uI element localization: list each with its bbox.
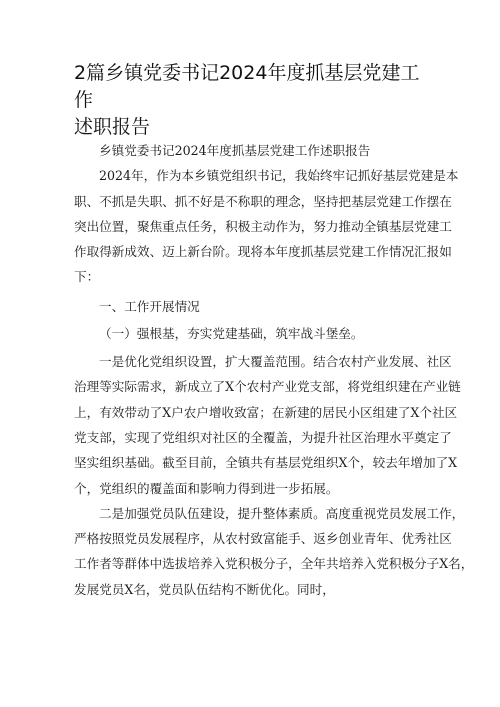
subsection-heading: （一）强根基，夯实党建基础，筑牢战斗堡垒。 xyxy=(99,326,364,342)
paragraph-line: 发展党员X名，党员队伍结构不断优化。同时， xyxy=(74,581,335,597)
section-heading: 一、工作开展情况 xyxy=(99,298,200,314)
intro-line: 下： xyxy=(74,269,100,285)
paragraph-line: 二是加强党员队伍建设，提升整体素质。高度重视党员发展工作， xyxy=(99,505,465,521)
title-line: 述职报告 xyxy=(74,116,151,138)
document-body xyxy=(74,138,474,602)
intro-line: 2024年，作为本乡镇党组织书记，我始终牢记抓好基层党建是本 xyxy=(99,168,459,184)
intro-line: 作取得新成效、迈上新台阶。现将本年度抓基层党建工作情况汇报如 xyxy=(74,244,452,260)
document-title xyxy=(74,60,434,141)
intro-line: 突出位置，聚焦重点任务，积极主动作为，努力推动全镇基层党建工 xyxy=(74,218,452,234)
paragraph-line: 严格按照党员发展程序，从农村致富能手、返乡创业青年、优秀社区 xyxy=(74,531,452,547)
report-subtitle: 乡镇党委书记2024年度抓基层党建工作述职报告 xyxy=(99,143,371,158)
paragraph-line: 一是优化党组织设置，扩大覆盖范围。结合农村产业发展、社区 xyxy=(99,354,452,370)
paragraph-line: 工作者等群体中选拔培养入党积极分子，全年共培养入党积极分子X名， xyxy=(74,556,474,572)
paragraph-line: 上，有效带动了X户农户增收致富；在新建的居民小区组建了X个社区 xyxy=(74,404,458,420)
title-line: 2篇乡镇党委书记2024年度抓基层党建工作 xyxy=(74,62,420,111)
paragraph-line: 个，党组织的覆盖面和影响力得到进一步拓展。 xyxy=(74,480,339,496)
paragraph-line: 治理等实际需求，新成立了X个农村产业党支部，将党组织建在产业链 xyxy=(74,379,461,395)
paragraph-line: 党支部，实现了党组织对社区的全覆盖，为提升社区治理水平奠定了 xyxy=(74,429,452,445)
intro-line: 职、不抓是失职、抓不好是不称职的理念，坚持把基层党建工作摆在 xyxy=(74,193,452,209)
paragraph-line: 坚实组织基础。截至目前，全镇共有基层党组织X个，较去年增加了X xyxy=(74,455,458,471)
